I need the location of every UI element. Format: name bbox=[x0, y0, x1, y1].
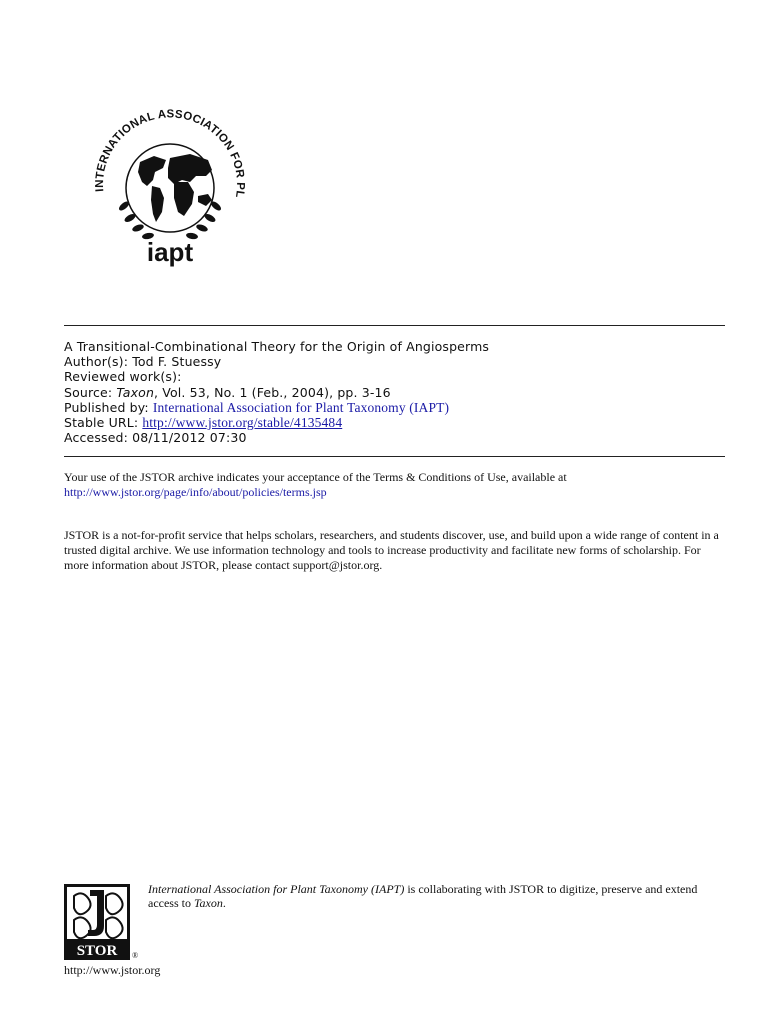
accessed-value: 08/11/2012 07:30 bbox=[132, 430, 247, 446]
registered-mark: ® bbox=[131, 951, 139, 960]
jstor-logo bbox=[64, 884, 140, 960]
iapt-logo bbox=[82, 96, 258, 272]
article-title: A Transitional-Combinational Theory for the Origin of Angiosperms bbox=[64, 339, 490, 354]
publisher-link[interactable]: International Association for Plant Taxonomy (IAPT) bbox=[152, 399, 450, 415]
reviewed-works-label: Reviewed work(s): bbox=[64, 369, 182, 385]
jstor-wordmark: STOR bbox=[76, 943, 118, 959]
accessed-label: Accessed: bbox=[64, 430, 128, 446]
source-journal: Taxon bbox=[116, 384, 155, 400]
top-divider bbox=[64, 325, 725, 326]
article-metadata bbox=[64, 339, 725, 445]
source-label: Source: bbox=[64, 384, 113, 400]
stable-url-label: Stable URL: bbox=[64, 415, 139, 431]
jstor-emblem bbox=[64, 884, 140, 960]
collab-end: . bbox=[222, 895, 226, 910]
jstor-url: http://www.jstor.org bbox=[64, 963, 161, 977]
publisher-row bbox=[64, 400, 725, 415]
iapt-globe-seal bbox=[82, 96, 258, 272]
collab-org: International Association for Plant Taxonomy (IAPT) bbox=[148, 882, 405, 896]
bottom-divider bbox=[64, 456, 725, 457]
source-details: , Vol. 53, No. 1 (Feb., 2004), pp. 3-16 bbox=[154, 384, 391, 400]
authors-row bbox=[64, 354, 725, 369]
stable-url-row bbox=[64, 415, 725, 430]
jstor-about-text: JSTOR is a not-for-profit service that helps scholars, researchers, and students discover, use, and build upon a wide range of content in a trusted digital archive. We use information technology and tools to increase productivity and facilitate new forms of scholarship. For more information about JSTOR, please contact support@jstor.org. bbox=[64, 528, 719, 572]
collaboration-notice bbox=[148, 883, 728, 910]
terms-text: Your use of the JSTOR archive indicates your acceptance of the Terms & Conditions of Use, available at bbox=[64, 470, 567, 484]
authors-value: Tod F. Stuessy bbox=[132, 354, 222, 370]
collab-text: is collaborating with JSTOR to digitize, preserve and extend access to bbox=[148, 882, 698, 910]
authors-label: Author(s): bbox=[64, 354, 129, 370]
publisher-label: Published by: bbox=[64, 399, 149, 415]
stable-url-link[interactable]: http://www.jstor.org/stable/4135484 bbox=[142, 415, 343, 431]
iapt-wordmark: iapt bbox=[146, 237, 194, 267]
collab-journal: Taxon bbox=[193, 895, 223, 910]
terms-link[interactable]: http://www.jstor.org/page/info/about/policies/terms.jsp bbox=[64, 485, 327, 499]
iapt-ring-text: INTERNATIONAL ASSOCIATION FOR PL bbox=[93, 108, 247, 199]
terms-notice bbox=[64, 470, 725, 500]
accessed-row bbox=[64, 430, 725, 445]
source-row bbox=[64, 385, 725, 400]
